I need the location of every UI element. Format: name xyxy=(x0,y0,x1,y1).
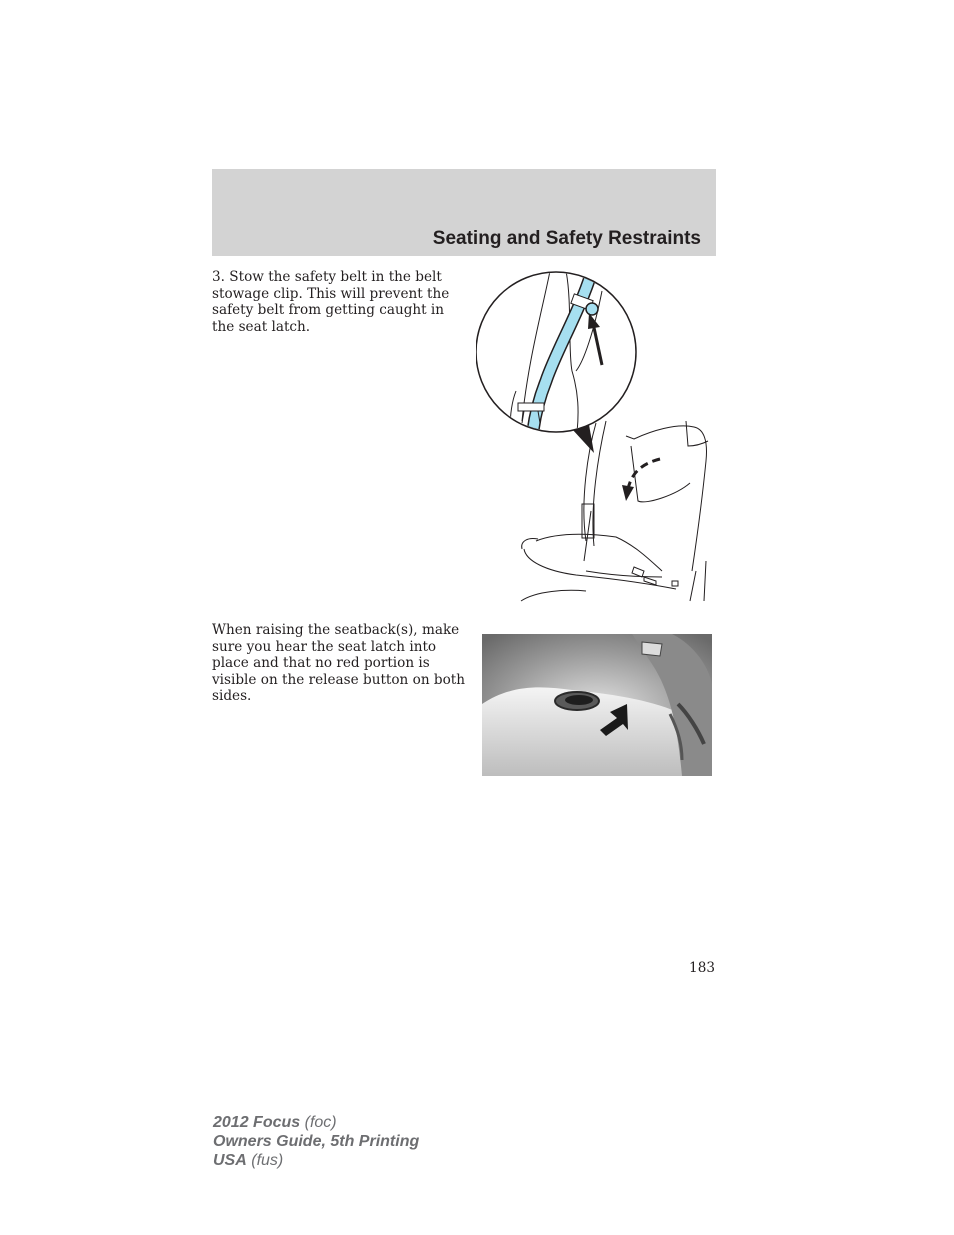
footer-line-1 xyxy=(213,1113,419,1132)
market-code: (fus) xyxy=(251,1152,284,1169)
footer-line-3 xyxy=(213,1151,419,1170)
page-number: 183 xyxy=(689,960,715,976)
belt-stowage-clip-illustration xyxy=(476,271,714,607)
step-3-text: 3. Stow the safety belt in the belt stowage clip. This will prevent the safety belt from getting caught in the seat latch. xyxy=(212,269,450,335)
section-header-band xyxy=(212,169,716,256)
seat-latch-release-illustration xyxy=(482,634,712,776)
model-year: 2012 Focus xyxy=(213,1114,301,1131)
footer xyxy=(213,1113,419,1170)
market: USA xyxy=(213,1152,247,1169)
footer-line-2 xyxy=(213,1132,419,1151)
guide-edition: Owners Guide, 5th Printing xyxy=(213,1133,420,1150)
model-code: (foc) xyxy=(304,1114,337,1131)
section-title: Seating and Safety Restraints xyxy=(432,228,701,249)
raise-seatback-text: When raising the seatback(s), make sure you hear the seat latch into place and that no red portion is visible on the release button on both sides. xyxy=(212,622,465,705)
